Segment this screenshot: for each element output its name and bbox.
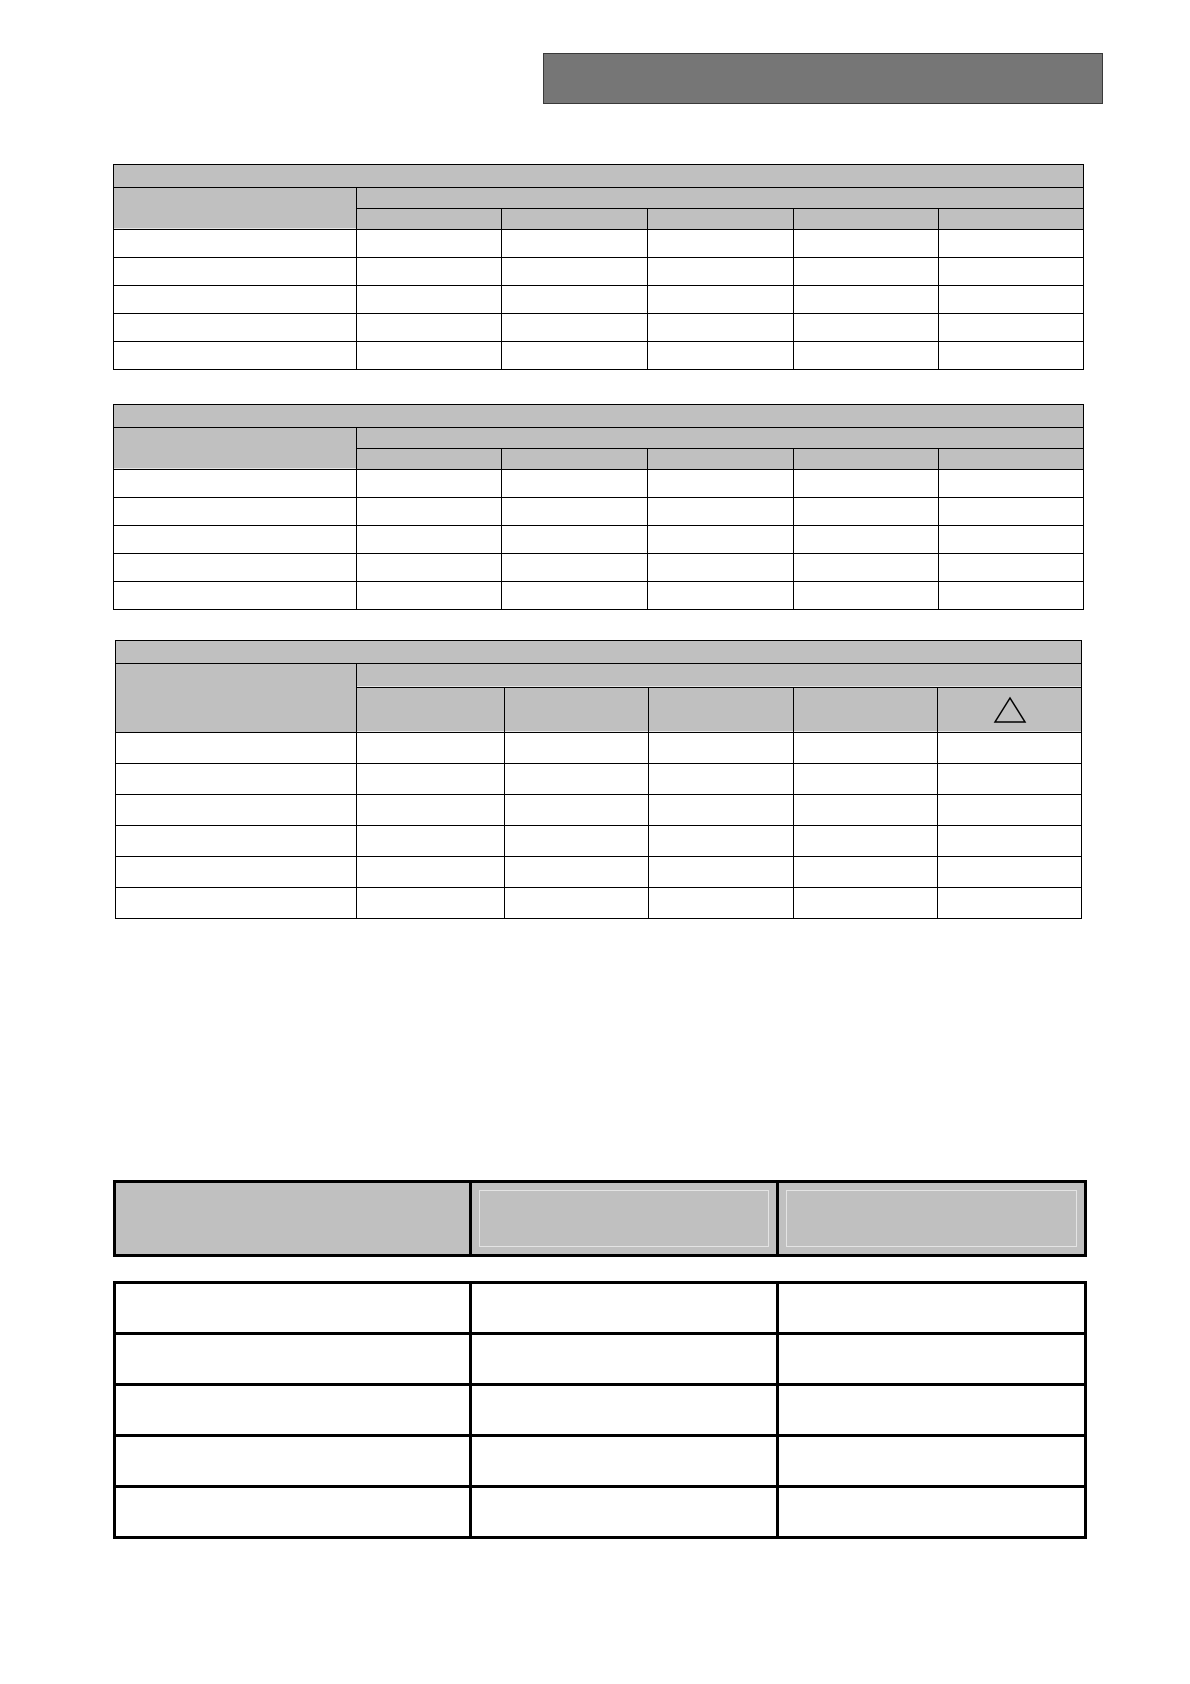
column-header (502, 449, 648, 470)
table-cell (502, 314, 648, 342)
table-cell (357, 582, 502, 610)
table-cell (502, 258, 648, 286)
table-row (116, 888, 1082, 919)
table-cell (357, 314, 502, 342)
table-cell (357, 526, 502, 554)
table-row (114, 470, 1084, 498)
table-cell (938, 764, 1082, 795)
table-cell (114, 554, 357, 582)
column-group-header (357, 664, 1082, 688)
table-cell (794, 498, 939, 526)
table-row (114, 498, 1084, 526)
table-cell (357, 498, 502, 526)
table-cell (357, 857, 505, 888)
table-cell (778, 1385, 1086, 1436)
table-cell (116, 857, 357, 888)
table-row (116, 826, 1082, 857)
table-cell (939, 342, 1084, 370)
table-cell (502, 342, 648, 370)
table-cell (471, 1436, 778, 1487)
column-header (939, 449, 1084, 470)
table-cell (939, 526, 1084, 554)
table-cell (794, 230, 939, 258)
table-cell (357, 733, 505, 764)
table-cell (357, 795, 505, 826)
table-row (114, 286, 1084, 314)
table-cell (648, 230, 794, 258)
table-cell (114, 286, 357, 314)
table-cell (939, 258, 1084, 286)
table-cell (505, 826, 649, 857)
table-cell (114, 582, 357, 610)
table-cell (505, 733, 649, 764)
column-header-warning (938, 688, 1082, 733)
table-cell (649, 888, 794, 919)
table-cell (794, 342, 939, 370)
column-header (357, 449, 502, 470)
table-cell (939, 582, 1084, 610)
table-cell (114, 526, 357, 554)
table-caption (114, 405, 1084, 428)
table-cell (116, 733, 357, 764)
column-group-header (357, 428, 1084, 449)
table-cell (649, 826, 794, 857)
table-cell (794, 258, 939, 286)
table-cell (116, 826, 357, 857)
table-cell (502, 554, 648, 582)
table-cell (938, 795, 1082, 826)
column-header (794, 209, 939, 230)
table-cell (505, 795, 649, 826)
table-cell (115, 1436, 471, 1487)
spec-table-3 (115, 640, 1082, 919)
table-cell (357, 470, 502, 498)
table-cell (357, 554, 502, 582)
table-row (114, 582, 1084, 610)
table-cell (648, 498, 794, 526)
table-cell (649, 857, 794, 888)
table-cell (939, 498, 1084, 526)
table-cell (114, 258, 357, 286)
table-row (116, 857, 1082, 888)
column-header (939, 209, 1084, 230)
table-cell (114, 230, 357, 258)
table-row (114, 230, 1084, 258)
table-cell (778, 1487, 1086, 1538)
table-cell (502, 498, 648, 526)
table-cell (778, 1334, 1086, 1385)
row-header-cell (114, 428, 357, 470)
table-cell (502, 230, 648, 258)
table-cell (502, 286, 648, 314)
table-cell (115, 1334, 471, 1385)
table-cell (502, 526, 648, 554)
table-cell (471, 1334, 778, 1385)
table-cell (471, 1385, 778, 1436)
table-cell (938, 857, 1082, 888)
table-cell (502, 470, 648, 498)
table-cell (794, 470, 939, 498)
table-row (114, 342, 1084, 370)
comparison-header-table (113, 1180, 1087, 1257)
comparison-header-cell (471, 1182, 778, 1256)
table-cell (938, 888, 1082, 919)
table-row (114, 258, 1084, 286)
column-group-header (357, 188, 1084, 209)
row-header-cell (114, 188, 357, 230)
table-cell (115, 1487, 471, 1538)
table-cell (939, 554, 1084, 582)
table-cell (939, 470, 1084, 498)
table-cell (648, 258, 794, 286)
table-cell (794, 526, 939, 554)
table-cell (794, 888, 938, 919)
table-row (116, 733, 1082, 764)
table-cell (115, 1385, 471, 1436)
table-cell (357, 826, 505, 857)
table-row (115, 1334, 1086, 1385)
table-row (116, 795, 1082, 826)
table-cell (778, 1283, 1086, 1334)
table-cell (939, 286, 1084, 314)
table-cell (116, 795, 357, 826)
spec-table-1 (113, 164, 1084, 370)
table-cell (939, 314, 1084, 342)
table-cell (649, 764, 794, 795)
column-header (357, 688, 505, 733)
table-cell (938, 826, 1082, 857)
table-cell (794, 826, 938, 857)
table-row (115, 1436, 1086, 1487)
table-cell (357, 764, 505, 795)
table-cell (649, 795, 794, 826)
table-cell (649, 733, 794, 764)
table-cell (116, 888, 357, 919)
table-cell (114, 342, 357, 370)
table-cell (357, 888, 505, 919)
table-cell (471, 1487, 778, 1538)
table-cell (648, 554, 794, 582)
table-cell (505, 888, 649, 919)
column-header (357, 209, 502, 230)
page-header-bar (543, 53, 1103, 104)
table-cell (471, 1283, 778, 1334)
column-header (502, 209, 648, 230)
column-header (648, 449, 794, 470)
table-row (114, 526, 1084, 554)
table-cell (116, 764, 357, 795)
table-cell (357, 342, 502, 370)
table-cell (505, 764, 649, 795)
table-cell (648, 470, 794, 498)
table-cell (939, 230, 1084, 258)
comparison-table (113, 1281, 1087, 1539)
table-cell (778, 1436, 1086, 1487)
column-header (794, 449, 939, 470)
table-cell (938, 733, 1082, 764)
table-cell (357, 258, 502, 286)
table-cell (794, 857, 938, 888)
table-cell (648, 314, 794, 342)
row-header-cell (116, 664, 357, 733)
table-cell (502, 582, 648, 610)
table-cell (648, 286, 794, 314)
warning-triangle-icon (993, 696, 1027, 724)
comparison-header-cell (115, 1182, 471, 1256)
column-header (649, 688, 794, 733)
table-cell (648, 342, 794, 370)
table-cell (115, 1283, 471, 1334)
table-row (115, 1385, 1086, 1436)
table-cell (648, 582, 794, 610)
table-row (114, 314, 1084, 342)
column-header (648, 209, 794, 230)
table-cell (505, 857, 649, 888)
table-cell (794, 582, 939, 610)
table-cell (648, 526, 794, 554)
table-row (114, 554, 1084, 582)
table-cell (114, 470, 357, 498)
table-cell (114, 498, 357, 526)
table-row (116, 764, 1082, 795)
table-caption (116, 641, 1082, 664)
table-cell (114, 314, 357, 342)
table-cell (794, 764, 938, 795)
column-header (794, 688, 938, 733)
table-caption (114, 165, 1084, 188)
table-row (115, 1283, 1086, 1334)
spec-table-2 (113, 404, 1084, 610)
table-cell (794, 314, 939, 342)
column-header (505, 688, 649, 733)
table-cell (794, 795, 938, 826)
table-cell (794, 554, 939, 582)
table-cell (357, 286, 502, 314)
comparison-header-cell (778, 1182, 1086, 1256)
table-cell (794, 286, 939, 314)
table-cell (357, 230, 502, 258)
table-row (115, 1487, 1086, 1538)
table-cell (794, 733, 938, 764)
